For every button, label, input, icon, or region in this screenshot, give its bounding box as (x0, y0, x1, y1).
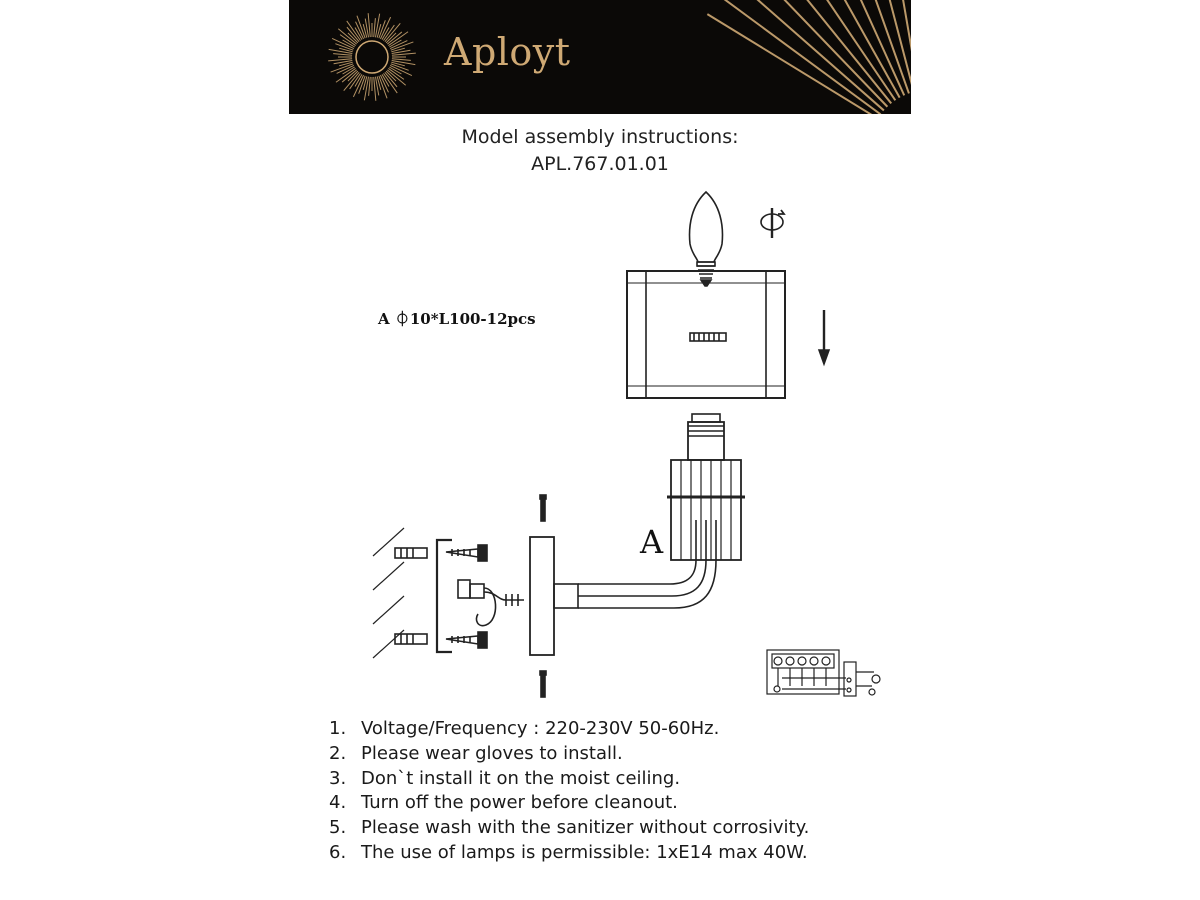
item-text: The use of lamps is permissible: 1xE14 max 40W. (361, 841, 808, 863)
terminal-block (458, 580, 524, 626)
list-item (329, 742, 809, 767)
wall-anchor-top (395, 548, 427, 558)
lamp-arm (578, 520, 716, 608)
item-number: 6. (329, 841, 347, 863)
mounting-screw-top (540, 495, 546, 521)
lamp-shade (627, 271, 785, 398)
list-item (329, 717, 809, 742)
item-text: Please wear gloves to install. (361, 742, 623, 764)
item-number: 3. (329, 767, 347, 789)
lamp-socket (688, 414, 724, 460)
instruction-notes (329, 717, 809, 866)
list-item (329, 767, 809, 792)
list-item (329, 841, 809, 866)
down-arrow-icon (819, 310, 829, 364)
model-number: APL.767.01.01 (531, 153, 669, 175)
mounting-screw-bottom (540, 671, 546, 697)
title-line-1: Model assembly instructions: (461, 126, 739, 148)
brand-logo-text: Aployt (444, 30, 571, 74)
item-number: 4. (329, 792, 347, 814)
item-text: Please wash with the sanitizer without corrosivity. (361, 817, 810, 839)
list-item (329, 816, 809, 841)
item-text: Voltage/Frequency : 220-230V 50-60Hz. (361, 718, 720, 739)
rotate-icon (761, 208, 784, 238)
wood-screw-bottom (446, 632, 487, 648)
wiring-diagram (767, 650, 880, 696)
item-text: Turn off the power before cleanout. (361, 792, 678, 814)
wall-anchor-bottom (395, 634, 427, 644)
item-number: 2. (329, 742, 347, 764)
list-item (329, 791, 809, 816)
item-text: Don`t install it on the moist ceiling. (361, 767, 681, 789)
mounting-bracket (437, 540, 452, 652)
item-number: 5. (329, 817, 347, 839)
wood-screw-top (446, 545, 487, 561)
wall-canopy (530, 537, 578, 655)
part-a-label: A (640, 523, 664, 561)
item-number: 1. (329, 718, 347, 739)
screw-spec-label: A ⏀10*L100-12pcs (378, 310, 536, 328)
